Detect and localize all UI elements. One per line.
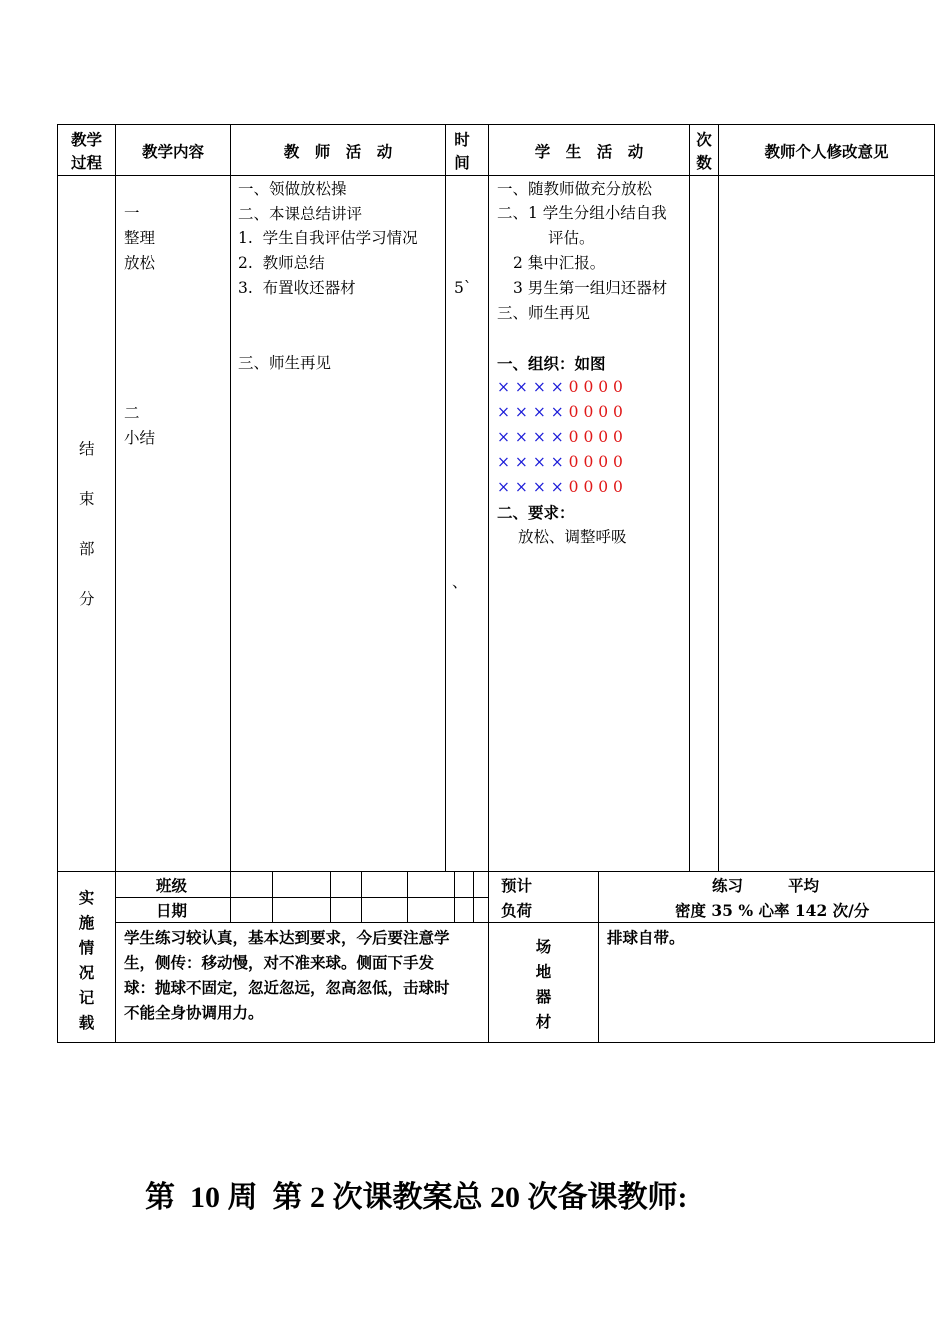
header-process-line2: 过程 <box>70 153 102 172</box>
section-char: 束 <box>79 490 95 508</box>
teacher-line: 1. 学生自我评估学习情况 <box>238 229 418 247</box>
header-count-line1: 次 <box>696 130 712 149</box>
teacher-line: 一、领做放松操 <box>238 180 347 198</box>
teacher-line: 2. 教师总结 <box>238 254 325 272</box>
formation-x: × × × × <box>497 403 564 421</box>
header-time-line1: 时 <box>454 130 470 149</box>
formation-x: × × × × <box>497 478 564 496</box>
header-time-line2: 间 <box>454 153 470 172</box>
record-title-char: 施 <box>78 913 95 932</box>
record-title-char: 记 <box>78 988 95 1007</box>
formation-x: × × × × <box>497 428 564 446</box>
content-line: 小结 <box>124 429 156 447</box>
record-title-char: 情 <box>78 938 95 957</box>
teacher-closing: 三、师生再见 <box>238 354 332 372</box>
student-line: 3 男生第一组归还器材 <box>513 279 668 297</box>
formation-o: 0 0 0 0 <box>563 453 623 471</box>
organization-label: 一、组织：如图 <box>497 354 606 373</box>
formation-row <box>497 400 623 425</box>
formation-row <box>497 475 623 500</box>
section-char: 部 <box>79 540 95 558</box>
formation-row <box>497 425 623 450</box>
formation-o: 0 0 0 0 <box>563 428 623 446</box>
record-title-char: 况 <box>78 963 95 982</box>
content-line: 二 <box>124 404 140 422</box>
record-title-char: 实 <box>78 888 95 907</box>
formation-row <box>497 450 623 475</box>
formation-row <box>497 375 623 400</box>
notes-line: 球：抛球不固定，忽近忽远，忽高忽低，击球时 <box>124 978 450 997</box>
content-line: 放松 <box>124 254 156 272</box>
class-label: 班级 <box>156 876 188 895</box>
notes-line: 不能全身协调用力。 <box>124 1003 264 1022</box>
section-char: 结 <box>79 440 95 458</box>
venue-char: 地 <box>535 962 552 981</box>
date-label: 日期 <box>156 901 188 920</box>
formation-x: × × × × <box>497 453 564 471</box>
student-line: 三、师生再见 <box>497 304 591 322</box>
header-teacher-activity: 教 师 活 动 <box>283 142 393 161</box>
venue-char: 器 <box>535 987 552 1006</box>
lesson-heading: 第 10 周 第 2 次课教案总 20 次备课教师: <box>145 1181 688 1214</box>
equipment-text: 排球自带。 <box>607 928 685 947</box>
venue-equipment-label <box>489 934 598 1034</box>
student-line: 一、随教师做充分放松 <box>497 180 653 198</box>
content-line: 一 <box>124 204 140 222</box>
teacher-line: 3. 布置收还器材 <box>238 279 356 297</box>
header-teacher-notes: 教师个人修改意见 <box>764 142 889 161</box>
teacher-line: 二、本课总结讲评 <box>238 205 363 223</box>
header-student-activity: 学 生 活 动 <box>534 142 644 161</box>
header-count <box>690 128 718 174</box>
load-label-line1: 预计 <box>501 876 533 895</box>
formation-o: 0 0 0 0 <box>563 478 623 496</box>
notes-line: 学生练习较认真，基本达到要求，今后要注意学 <box>124 928 450 947</box>
header-content: 教学内容 <box>141 142 204 161</box>
venue-char: 场 <box>535 937 552 956</box>
formation-x: × × × × <box>497 378 564 396</box>
record-title <box>58 885 115 1035</box>
header-process <box>58 128 115 174</box>
venue-char: 材 <box>535 1012 552 1031</box>
student-line: 2 集中汇报。 <box>513 254 606 272</box>
load-practice-label: 练习 <box>712 876 744 895</box>
load-values: 密度 35 % 心率 142 次/分 <box>675 901 870 920</box>
formation-o: 0 0 0 0 <box>563 403 623 421</box>
requirement-text: 放松、调整呼吸 <box>518 528 627 546</box>
record-title-char: 载 <box>78 1013 95 1032</box>
section-char: 分 <box>79 590 95 608</box>
requirement-label: 二、要求： <box>497 503 575 522</box>
formation-o: 0 0 0 0 <box>563 378 623 396</box>
header-time <box>446 128 478 174</box>
time-mark: 、 <box>452 573 468 591</box>
time-value: 5` <box>454 279 472 297</box>
student-line: 评估。 <box>548 229 595 247</box>
header-process-line1: 教学 <box>70 130 102 149</box>
load-average-label: 平均 <box>788 876 820 895</box>
load-label-line2: 负荷 <box>501 901 533 920</box>
content-line: 整理 <box>124 229 156 247</box>
student-line: 二、1 学生分组小结自我 <box>497 204 667 222</box>
notes-line: 生，侧传：移动慢，对不准来球。侧面下手发 <box>124 953 435 972</box>
header-count-line2: 数 <box>696 153 712 172</box>
